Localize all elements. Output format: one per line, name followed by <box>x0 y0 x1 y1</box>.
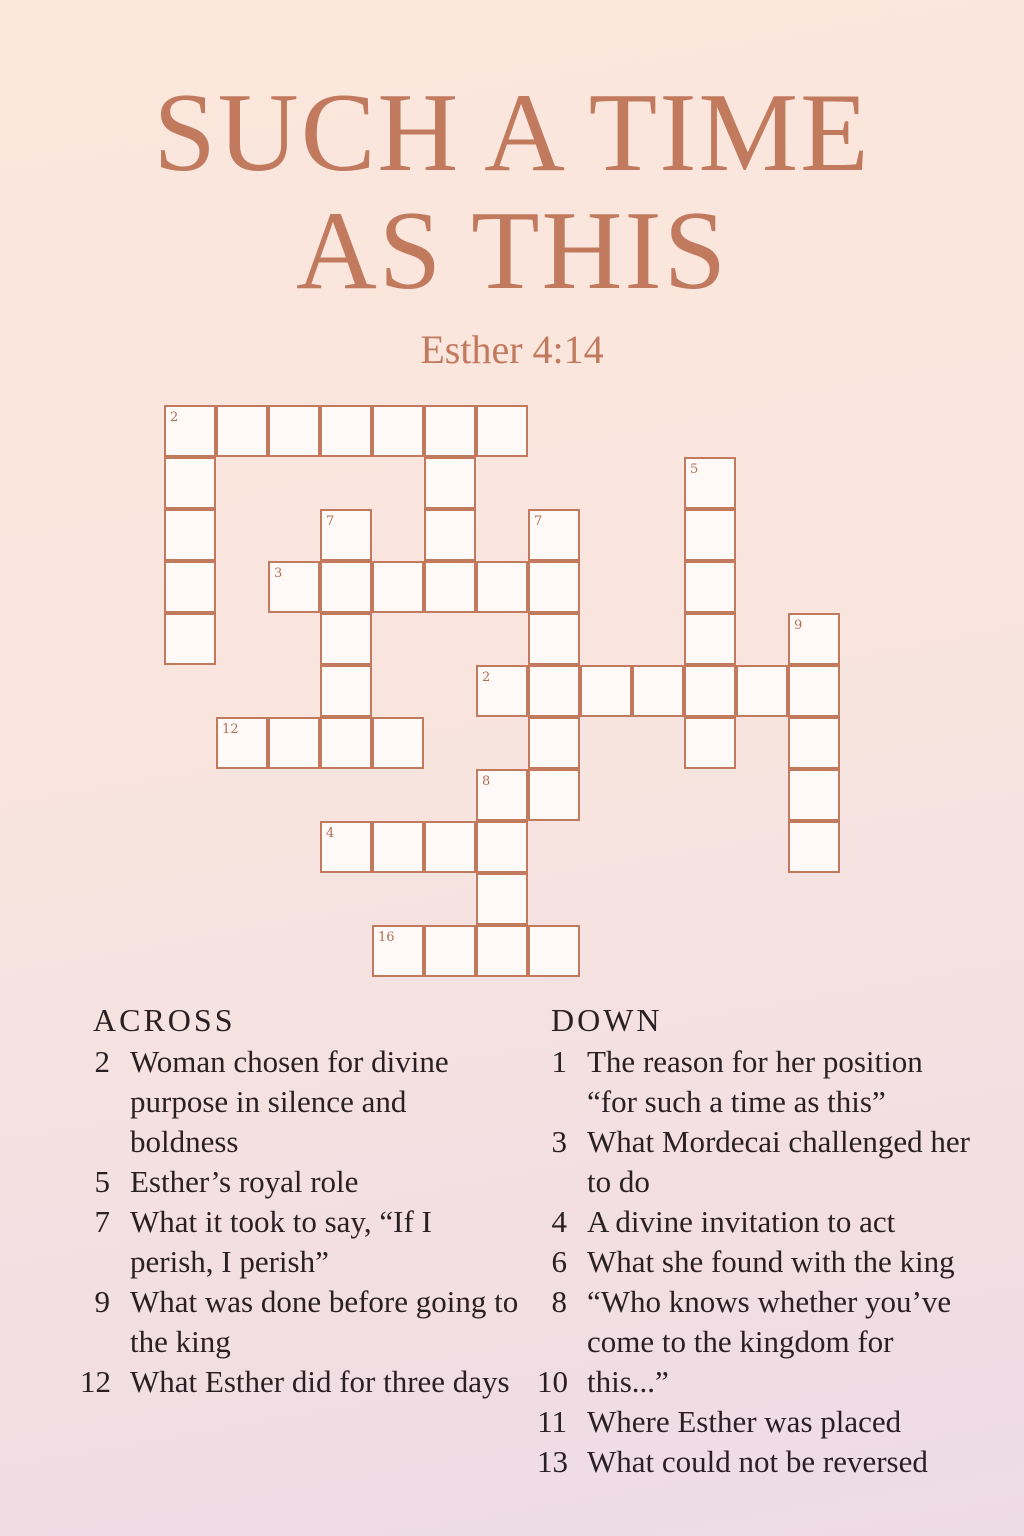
clue-number: 12 <box>222 722 239 737</box>
crossword-cell[interactable] <box>528 769 580 821</box>
down-clue <box>537 1242 977 1282</box>
across-clue-list <box>80 1042 520 1402</box>
crossword-cell[interactable] <box>788 769 840 821</box>
down-clue <box>537 1202 977 1242</box>
across-clue <box>80 1282 520 1362</box>
clue-text: “Who knows whether you’ve come to the kingdom for <box>587 1284 952 1359</box>
down-clue <box>537 1282 977 1362</box>
clue-text: What she found with the king <box>587 1244 955 1279</box>
crossword-cell[interactable] <box>476 561 528 613</box>
clue-num: 1 <box>551 1044 567 1079</box>
crossword-cell[interactable] <box>476 821 528 873</box>
clue-text: What Esther did for three days <box>130 1364 510 1399</box>
clue-text: What it took to say, “If I perish, I perish” <box>130 1204 432 1279</box>
crossword-cell[interactable] <box>216 405 268 457</box>
crossword-cell[interactable] <box>320 509 372 561</box>
clue-text: this...” <box>587 1364 669 1399</box>
crossword-cell[interactable] <box>684 613 736 665</box>
crossword-cell[interactable] <box>320 717 372 769</box>
clue-num: 13 <box>537 1444 568 1479</box>
crossword-cell[interactable] <box>788 665 840 717</box>
clue-number: 7 <box>326 514 335 529</box>
clue-number: 8 <box>482 774 491 789</box>
crossword-cell[interactable] <box>788 717 840 769</box>
crossword-cell[interactable] <box>164 457 216 509</box>
crossword-cell[interactable] <box>528 717 580 769</box>
crossword-cell[interactable] <box>736 665 788 717</box>
clue-text: What was done before going to the king <box>130 1284 519 1359</box>
crossword-cell[interactable] <box>164 405 216 457</box>
crossword-cell[interactable] <box>320 821 372 873</box>
crossword-cell[interactable] <box>320 405 372 457</box>
crossword-cell[interactable] <box>528 509 580 561</box>
crossword-cell[interactable] <box>788 821 840 873</box>
crossword-cell[interactable] <box>424 457 476 509</box>
crossword-cell[interactable] <box>372 925 424 977</box>
clue-text: Esther’s royal role <box>130 1164 359 1199</box>
clue-num: 4 <box>551 1204 567 1239</box>
clue-number: 16 <box>378 930 395 945</box>
crossword-cell[interactable] <box>372 821 424 873</box>
across-clue <box>80 1162 520 1202</box>
crossword-cell[interactable] <box>476 405 528 457</box>
crossword-cell[interactable] <box>424 821 476 873</box>
crossword-cell[interactable] <box>580 665 632 717</box>
crossword-cell[interactable] <box>424 925 476 977</box>
clue-text: Woman chosen for divine purpose in silence and boldness <box>130 1044 449 1159</box>
clue-number: 2 <box>482 670 491 685</box>
crossword-cell[interactable] <box>684 561 736 613</box>
clue-num: 6 <box>551 1244 567 1279</box>
crossword-cell[interactable] <box>528 613 580 665</box>
crossword-cell[interactable] <box>528 561 580 613</box>
down-clue <box>537 1442 977 1482</box>
clue-num: 2 <box>94 1044 110 1079</box>
crossword-cell[interactable] <box>476 665 528 717</box>
clue-num: 5 <box>94 1164 110 1199</box>
clue-number: 3 <box>274 566 283 581</box>
clue-num: 11 <box>537 1404 567 1439</box>
clue-text: Where Esther was placed <box>587 1404 902 1439</box>
clue-number: 2 <box>170 410 179 425</box>
crossword-cell[interactable] <box>372 717 424 769</box>
crossword-cell[interactable] <box>684 509 736 561</box>
across-clue <box>80 1042 520 1162</box>
crossword-cell[interactable] <box>528 665 580 717</box>
clue-text: A divine invitation to act <box>587 1204 896 1239</box>
across-clue <box>80 1202 520 1282</box>
clue-num: 9 <box>94 1284 110 1319</box>
crossword-cell[interactable] <box>268 405 320 457</box>
clue-number: 7 <box>534 514 543 529</box>
crossword-cell[interactable] <box>684 717 736 769</box>
clue-text: The reason for her position “for such a time as this” <box>587 1044 923 1119</box>
down-heading: DOWN <box>551 1002 663 1038</box>
down-clue <box>537 1362 977 1402</box>
down-clue-list <box>537 1042 977 1482</box>
down-clue <box>537 1042 977 1122</box>
crossword-cell[interactable] <box>684 457 736 509</box>
crossword-cell[interactable] <box>476 925 528 977</box>
across-heading: ACROSS <box>93 1002 236 1038</box>
puzzle-title-line-2: AS THIS <box>295 189 729 313</box>
puzzle-title-line-1: SUCH A TIME <box>153 71 871 195</box>
crossword-cell[interactable] <box>268 717 320 769</box>
crossword-cell[interactable] <box>528 925 580 977</box>
scripture-reference: Esther 4:14 <box>420 327 604 372</box>
crossword-cell[interactable] <box>424 561 476 613</box>
crossword-cell[interactable] <box>476 873 528 925</box>
crossword-cell[interactable] <box>476 769 528 821</box>
crossword-cell[interactable] <box>268 561 320 613</box>
crossword-cell[interactable] <box>320 665 372 717</box>
clue-num: 12 <box>80 1364 111 1399</box>
down-clue <box>537 1402 977 1442</box>
crossword-cell[interactable] <box>372 405 424 457</box>
crossword-cell[interactable] <box>320 613 372 665</box>
clue-num: 3 <box>551 1124 567 1159</box>
crossword-cell[interactable] <box>632 665 684 717</box>
crossword-cell[interactable] <box>164 561 216 613</box>
crossword-cell[interactable] <box>372 561 424 613</box>
clue-num: 10 <box>537 1364 568 1399</box>
clue-num: 8 <box>551 1284 567 1319</box>
crossword-cell[interactable] <box>164 509 216 561</box>
clue-text: What could not be reversed <box>587 1444 928 1479</box>
crossword-cell[interactable] <box>216 717 268 769</box>
crossword-cell[interactable] <box>424 509 476 561</box>
crossword-cell[interactable] <box>424 405 476 457</box>
clue-num: 7 <box>94 1204 110 1239</box>
crossword-cell[interactable] <box>684 665 736 717</box>
crossword-cell[interactable] <box>320 561 372 613</box>
crossword-cell[interactable] <box>788 613 840 665</box>
clue-text: What Mordecai challenged her to do <box>587 1124 971 1199</box>
clue-number: 9 <box>794 618 803 633</box>
clue-number: 5 <box>690 462 699 477</box>
down-clue <box>537 1122 977 1202</box>
clue-number: 4 <box>326 826 335 841</box>
crossword-cell[interactable] <box>164 613 216 665</box>
across-clue <box>80 1362 520 1402</box>
